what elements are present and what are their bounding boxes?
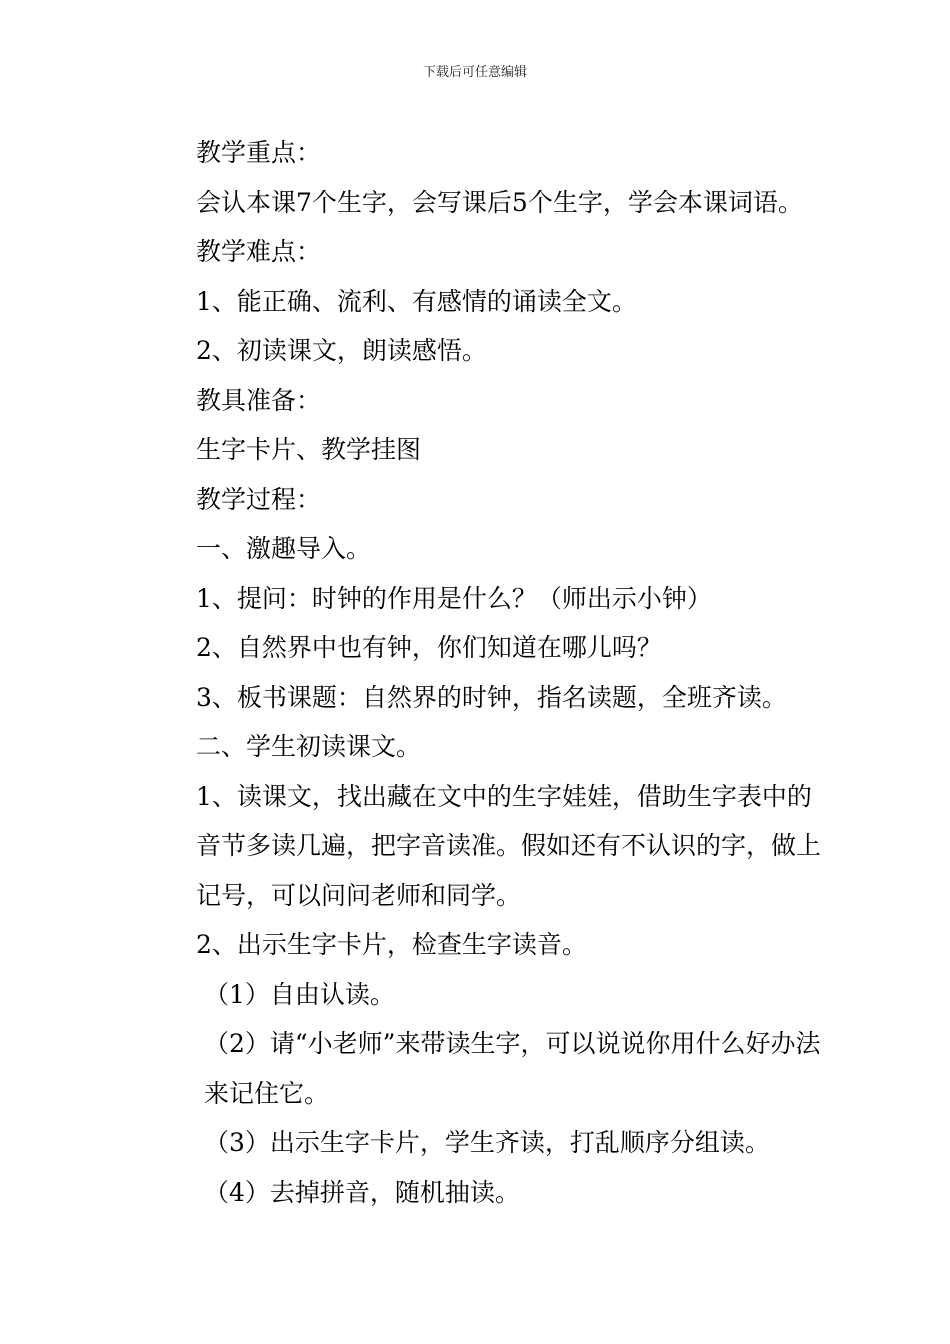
paragraph: 3、板书课题：自然界的时钟，指名读题，全班齐读。 — [196, 682, 787, 712]
paragraph: 会认本课7个生字，会写课后5个生字，学会本课词语。 — [196, 187, 803, 217]
heading-teaching-aids: 教具准备： — [196, 385, 322, 415]
document-body — [146, 128, 826, 1217]
paragraph: 生字卡片、教学挂图 — [196, 435, 422, 464]
paragraph: 1、提问：时钟的作用是什么？（师出示小钟） — [196, 583, 712, 613]
paragraph: 2、出示生字卡片，检查生字读音。 — [196, 930, 587, 959]
paragraph: （2）请“小老师”来带读生字，可以说说你用什么好办法来记住它。 — [204, 1029, 821, 1108]
paragraph: （3）出示生字卡片，学生齐读，打乱顺序分组读。 — [204, 1128, 770, 1157]
paragraph: （1）自由认读。 — [204, 979, 395, 1009]
paragraph: 2、自然界中也有钟，你们知道在哪儿吗？ — [196, 633, 662, 662]
paragraph: 2、初读课文，朗读感悟。 — [196, 336, 487, 365]
paragraph: 1、读课文，找出藏在文中的生字娃娃，借助生字表中的音节多读几遍，把字音读准。假如还有不认识的字，做上记号，可以问问老师和同学。 — [196, 781, 822, 910]
section-heading: 一、激趣导入。 — [196, 534, 372, 563]
paragraph: （4）去掉拼音，随机抽读。 — [204, 1177, 520, 1207]
heading-teaching-process: 教学过程： — [196, 484, 322, 514]
paragraph: 1、能正确、流利、有感情的诵读全文。 — [196, 286, 637, 316]
section-heading: 二、学生初读课文。 — [196, 732, 422, 761]
heading-teaching-difficulty: 教学难点： — [196, 237, 322, 266]
heading-teaching-focus: 教学重点： — [196, 138, 322, 167]
page-header: 下载后可任意编辑 — [422, 65, 527, 80]
